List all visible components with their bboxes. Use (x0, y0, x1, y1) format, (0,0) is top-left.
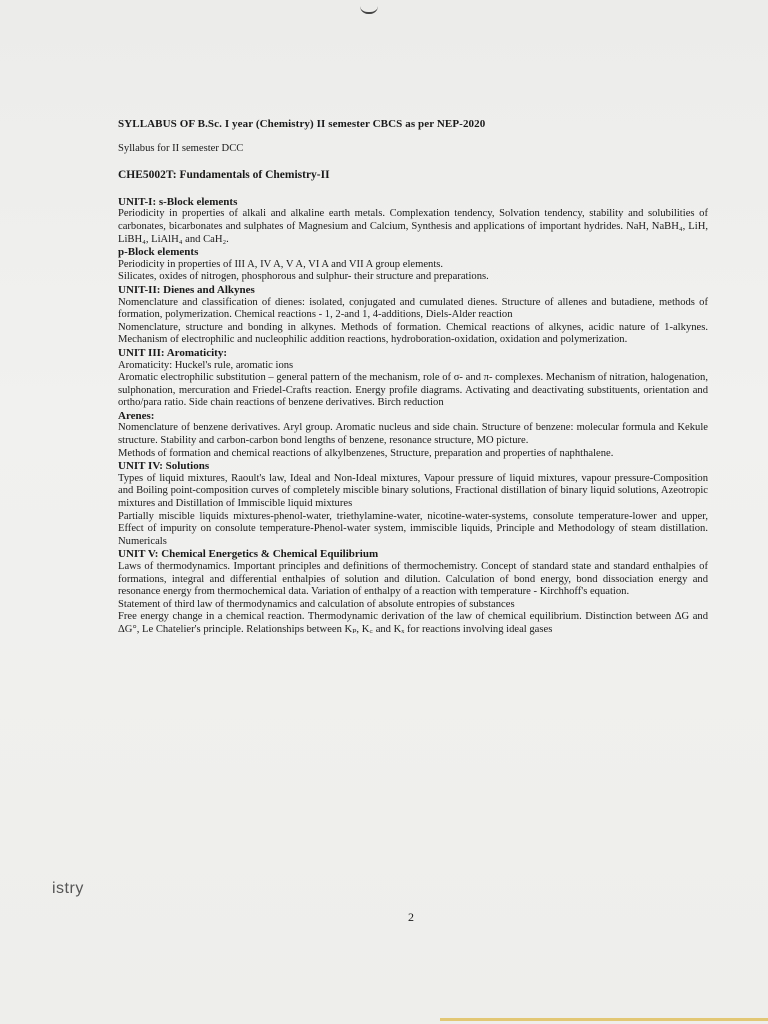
arenes-heading: Arenes: (118, 409, 155, 422)
unit2-paragraph-1: Nomenclature and classification of dienes: isolated, conjugated and cumulated dienes. Structure of allenes and butadiene, methods of formation, polymerization. Chemical reactions - 1, 2-and 1, 4-additions, Diels-Alder reaction (118, 296, 708, 321)
unit5-paragraph-1: Laws of thermodynamics. Important principles and definitions of thermochemistry. Concept of standard state and standard enthalpies of formations, integral and differential enthalpies of solution and dilution. Calculation of bond energy, bond dissociation energy and resonance energy from thermochemical data. Variation of enthalpy of a reaction with temperature - Kirchhoff's equation. (118, 561, 708, 598)
pblock-paragraph-2: Silicates, oxides of nitrogen, phosphorous and sulphur- their structure and preparations. (118, 271, 489, 283)
document-title: SYLLABUS OF B.Sc. I year (Chemistry) II semester CBCS as per NEP-2020 (118, 118, 486, 130)
unit3-paragraph-2: Aromatic electrophilic substitution – general pattern of the mechanism, role of σ- and π- complexes. Mechanism of nitration, halogenation, sulphonation, mercuration and Friedel-Crafts reaction. Energy profile diagrams. Activating and deactivating substituents, orientation and ortho/para ratio. Side chain reactions of benzene derivatives. Birch reduction (118, 372, 708, 409)
arenes-paragraph-1: Nomenclature of benzene derivatives. Aryl group. Aromatic nucleus and side chain. Structure of benzene: molecular formula and Kekule structure. Stability and carbon-carbon bond lengths of benzene, resonance structure, MO picture. (118, 422, 708, 447)
unit5-paragraph-2: Statement of third law of thermodynamics and calculation of absolute entropies of substances (118, 598, 515, 610)
syllabus-content (118, 118, 708, 637)
scan-mark (360, 6, 378, 14)
unit4-heading: UNIT IV: Solutions (118, 460, 210, 473)
arenes-paragraph-2: Methods of formation and chemical reactions of alkylbenzenes, Structure, preparation and properties of naphthalene. (118, 447, 614, 459)
bottom-edge-strip (440, 1018, 768, 1021)
unit2-heading: UNIT-II: Dienes and Alkynes (118, 283, 255, 296)
unit5-heading: UNIT V: Chemical Energetics & Chemical Equilibrium (118, 548, 379, 561)
unit3-heading: UNIT III: Aromaticity: (118, 346, 227, 359)
unit3-paragraph-1: Aromaticity: Huckel's rule, aromatic ions (118, 359, 294, 371)
pblock-heading: p-Block elements (118, 246, 199, 259)
pblock-paragraph-1: Periodicity in properties of III A, IV A, V A, VI A and VII A group elements. (118, 258, 444, 270)
unit1-heading: UNIT-I: s-Block elements (118, 195, 238, 208)
unit5-paragraph-3: Free energy change in a chemical reaction. Thermodynamic derivation of the law of chemical equilibrium. Distinction between ΔG and ΔG°, Le Chatelier's principle. Relationships between Kₚ, K꜀ and Kₓ for reactions involving ideal gases (118, 611, 708, 635)
document-subtitle: Syllabus for II semester DCC (118, 142, 244, 154)
paper-title: CHE5002T: Fundamentals of Chemistry-II (118, 169, 330, 182)
bleed-through-text: istry (52, 880, 84, 897)
unit1-paragraph: Periodicity in properties of alkali and alkaline earth metals. Complexation tendency, Solvation tendency, stability and solubilities of carbonates, bicarbonates and sulphates of Magnesium and Calcium, Synthesis and applications of important hydrides. NaH, NaBH₄, LiH, LiBH₄, LiAlH₄ and CaH₂. (118, 208, 708, 245)
unit4-paragraph-1: Types of liquid mixtures, Raoult's law, Ideal and Non-Ideal mixtures, Vapour pressure of liquid mixtures, vapour pressure-Composition and Boiling point-composition curves of completely miscible binary solutions, Fractional distillation of binary liquid solutions, Azeotropic mixtures and Distillation of Immiscible liquid mixtures (118, 472, 708, 510)
page-number: 2 (408, 910, 414, 924)
unit4-paragraph-2: Partially miscible liquids mixtures-phenol-water, triethylamine-water, nicotine-water-systems, consolute temperature-lower and upper, Effect of impurity on consolute temperature-Phenol-water system, immiscible liquids, Principle and Methodology of steam distillation. Numericals (118, 510, 708, 547)
unit2-paragraph-2: Nomenclature, structure and bonding in alkynes. Methods of formation. Chemical reactions of alkynes, acidic nature of 1-alkynes. Mechanism of electrophilic and nucleophilic addition reactions, hydroboration-oxidation, oxidation and polymerization. (118, 321, 708, 346)
